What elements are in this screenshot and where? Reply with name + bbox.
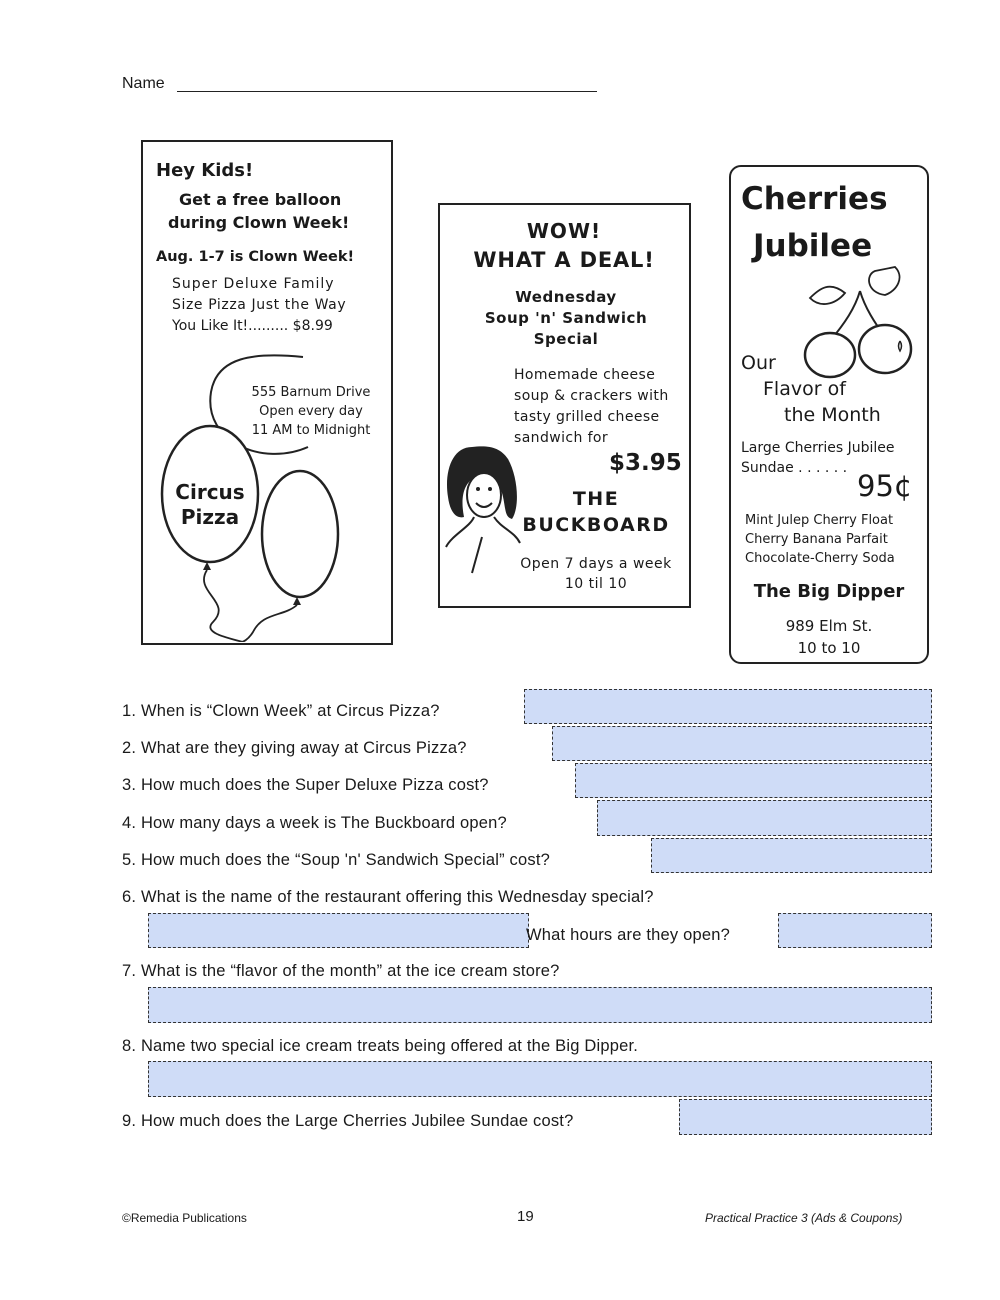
question-4: 4. How many days a week is The Buckboard open? <box>122 814 507 832</box>
ad-desc-line: tasty grilled cheese <box>514 409 660 425</box>
ad-name-line: Pizza <box>180 505 240 529</box>
ad-restaurant-name <box>160 480 260 530</box>
ad-title: WOW! <box>526 219 602 243</box>
woman-illustration <box>442 427 522 577</box>
ad-name-line: Circus <box>175 480 245 504</box>
ad-hours <box>515 554 677 594</box>
ad-desc: Size Pizza Just the Way <box>172 297 347 313</box>
ad-desc-line: sandwich for <box>514 430 609 446</box>
circus-pizza-ad <box>141 140 393 645</box>
ad-treat: Cherry Banana Parfait <box>745 532 888 547</box>
big-dipper-ad <box>729 165 929 664</box>
ad-flavor: Flavor of <box>763 378 846 400</box>
question-6: 6. What is the name of the restaurant offering this Wednesday special? <box>122 888 654 906</box>
ad-flavor: the Month <box>784 404 881 426</box>
ad-title: Cherries <box>741 181 888 217</box>
ad-desc-line: Homemade cheese <box>514 367 656 383</box>
ad-sundae: Large Cherries Jubilee <box>741 440 895 456</box>
ad-special-line: Soup 'n' Sandwich <box>484 309 648 327</box>
ad-hours: 11 AM to Midnight <box>251 423 371 438</box>
footer-publisher: ©Remedia Publications <box>122 1211 247 1225</box>
question-9: 9. How much does the Large Cherries Jubilee Sundae cost? <box>122 1112 574 1130</box>
page-number: 19 <box>517 1208 534 1225</box>
answer-9-field[interactable] <box>679 1099 932 1135</box>
ad-special-line: Special <box>533 330 599 348</box>
question-8: 8. Name two special ice cream treats being offered at the Big Dipper. <box>122 1037 639 1055</box>
ad-sundae: Sundae . . . . . . <box>741 460 848 476</box>
ad-name-line: THE <box>572 488 620 510</box>
buckboard-ad <box>438 203 691 608</box>
answer-3-field[interactable] <box>575 763 932 798</box>
ad-special-line: Wednesday <box>515 288 617 306</box>
answer-4-field[interactable] <box>597 800 932 836</box>
ad-title: Jubilee <box>753 228 873 264</box>
answer-5-field[interactable] <box>651 838 932 873</box>
ad-treat: Mint Julep Cherry Float <box>745 513 894 528</box>
cherries-illustration <box>775 263 925 383</box>
ad-restaurant-name: The Big Dipper <box>753 581 905 602</box>
ad-treats <box>745 511 895 568</box>
ad-line: Get a free balloon <box>179 190 342 209</box>
ad-special <box>440 287 692 350</box>
answer-8-field[interactable] <box>148 1061 932 1097</box>
ad-title: WHAT A DEAL! <box>473 248 655 272</box>
ad-hours: 10 to 10 <box>797 639 861 657</box>
ad-desc: Super Deluxe Family <box>172 276 335 292</box>
ad-line: during Clown Week! <box>168 213 350 232</box>
answer-2-field[interactable] <box>552 726 932 761</box>
answer-6b-field[interactable] <box>778 913 932 948</box>
name-line <box>177 91 597 92</box>
ad-hours-line: 10 til 10 <box>564 576 628 592</box>
ad-desc-line: soup & crackers with <box>514 388 669 404</box>
question-2: 2. What are they giving away at Circus Pizza? <box>122 739 467 757</box>
ad-price: $3.95 <box>609 450 682 476</box>
ad-address: 989 Elm St. <box>785 617 873 635</box>
ad-price: 95¢ <box>857 469 913 503</box>
question-6b: What hours are they open? <box>526 926 731 944</box>
ad-flavor: Our <box>741 352 776 374</box>
ad-hours: Open every day <box>259 404 363 419</box>
question-1: 1. When is “Clown Week” at Circus Pizza? <box>122 702 440 720</box>
answer-1-field[interactable] <box>524 689 932 724</box>
ad-treat: Chocolate-Cherry Soda <box>745 551 895 566</box>
ad-title: Hey Kids! <box>156 160 254 181</box>
ad-address-block <box>235 383 387 440</box>
question-3: 3. How much does the Super Deluxe Pizza cost? <box>122 776 489 794</box>
ad-name-line: BUCKBOARD <box>522 514 670 536</box>
name-label: Name <box>122 75 165 92</box>
question-7: 7. What is the “flavor of the month” at the ice cream store? <box>122 962 560 980</box>
ad-address: 555 Barnum Drive <box>251 385 371 400</box>
question-5: 5. How much does the “Soup 'n' Sandwich Special” cost? <box>122 851 550 869</box>
answer-6a-field[interactable] <box>148 913 529 948</box>
ad-desc <box>514 365 669 449</box>
ad-hours-line: Open 7 days a week <box>520 556 672 572</box>
ad-desc: You Like It!......... $8.99 <box>172 318 333 334</box>
ad-dates: Aug. 1-7 is Clown Week! <box>156 249 355 265</box>
answer-7-field[interactable] <box>148 987 932 1023</box>
footer-title: Practical Practice 3 (Ads & Coupons) <box>705 1211 903 1225</box>
